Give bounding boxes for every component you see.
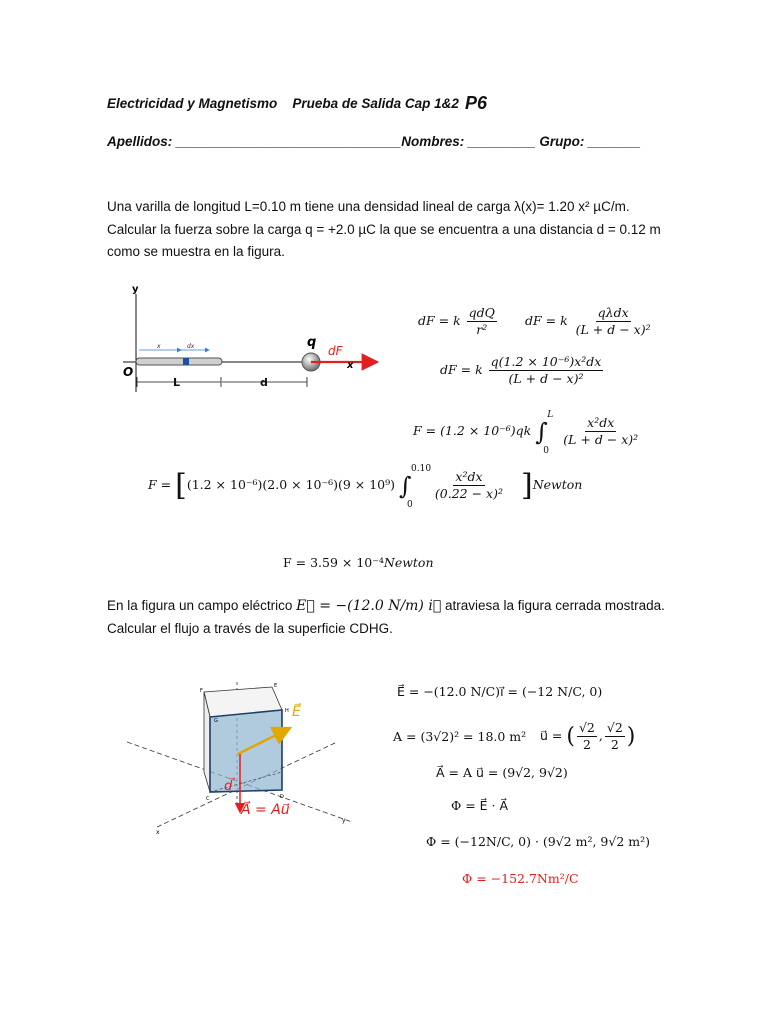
problem1-line1: Una varilla de longitud L=0.10 m tiene una densidad lineal de carga λ(x)= 1.20 x² µC/m. [107,199,630,214]
formula-F-numeric: F = [(1.2 × 10⁻⁶)(2.0 × 10⁻⁶)(9 × 10⁹) ∫ 0.10 0 $\frac{\text{x²dx}}{\text{(0.22 − x)²}}$ ]Newton [148,463,583,510]
u-y-num: √2 [606,720,623,735]
p2-formula-area-vector: A⃗ = A u⃗ = (9√2, 9√2) [436,765,568,780]
problem2-line1 [107,595,727,618]
f5-lower-limit: 0 [407,499,413,510]
f5-upper-limit: 0.10 [411,463,432,474]
frac5-den: (0.22 − x)² [434,486,503,501]
f5-constants: (1.2 × 10⁻⁶)(2.0 × 10⁻⁶)(9 × 10⁹) [186,477,396,492]
apellidos-field[interactable]: Apellidos: ______________________________ [107,134,402,149]
problem1-line2: Calcular la fuerza sobre la carga q = +2.0 µC la que se encuentra a una distancia d = 0.12 m [107,221,661,237]
x-axis-label: x [347,360,354,371]
formula-dF-substituted [440,354,605,387]
p2-formula-area: A = (3√2)² = 18.0 m² [393,729,527,744]
formula-dF-prefix-3: dF = k [440,362,483,377]
area-vector-label: A⃗ = Au⃗ [241,802,290,818]
formula-dF-coulomb [418,305,499,338]
student-fields [107,134,641,149]
f4-lower-limit: 0 [543,445,549,456]
exam-code: P6 [465,93,488,113]
y-axis-label: y [132,284,139,295]
dx-dimension-label: dx [187,343,195,350]
rod-charge-figure [115,282,385,402]
rod-element-dx [183,358,189,365]
result-unit: Newton [383,555,434,570]
f5-unit: Newton [532,477,583,492]
p2-formula-flux-sub: Φ = (−12N/C, 0) · (9√2 m², 9√2 m²) [426,834,651,849]
point-G-label: G [214,718,218,724]
course-name: Electricidad y Magnetismo [107,96,278,111]
L-label: L [173,376,181,389]
grupo-field[interactable]: Grupo: _______ [539,134,641,149]
f5-left: F = [148,477,172,492]
origin-label: O [123,365,134,379]
E-vector-label: E⃗ [292,704,301,720]
dF-label: dF [328,344,343,358]
p2-formula-field: E⃗ = −(12.0 N/C)i⃗ = (−12 N/C, 0) [397,684,603,699]
d-vector-label: d⃗ [224,779,233,794]
point-C-label: C [206,796,210,802]
x-axis-label-3d: x [156,829,160,836]
frac5-num: x²dx [455,469,483,484]
frac2-num: qλdx [597,305,629,320]
box-flux-figure [122,682,362,842]
problem2-statement [107,595,727,640]
f4-upper-limit: L [547,409,554,420]
formula-dF-prefix-2: dF = k [525,313,568,328]
frac2-den: (L + d − x)² [575,322,651,337]
frac4-num: x²dx [587,415,615,430]
field-equation: E⃗ = −(12.0 N/m) i⃗ [296,598,442,614]
formula-dF-prefix-1: dF = k [418,313,461,328]
point-D-label: D [280,794,284,800]
frac4-den: (L + d − x)² [563,432,639,447]
x-dimension-label: x [157,343,161,350]
frac1-den: r² [476,322,488,337]
formula-dF-lambda [525,305,655,338]
formula-F-integral: F = (1.2 × 10⁻⁶)qk ∫ L 0 $\frac{\text{x²dx}}{\text{(L + d − x)²}}$ [413,409,639,456]
point-E-label: E [274,683,278,689]
y-axis-label-3d: y [342,817,346,824]
problem1-line3: como se muestra en la figura. [107,244,285,259]
problem2-line1-post: atraviesa la figura cerrada mostrada. [445,598,665,613]
nombres-field[interactable]: Nombres: _________ [401,134,536,149]
p2-formula-flux-result: Φ = −152.7Nm²/C [462,871,579,886]
p2-formula-flux-def: Φ = E⃗ · A⃗ [451,798,509,813]
f4-left: F = (1.2 × 10⁻⁶)qk [413,423,532,438]
exam-name: Prueba de Salida Cap 1&2 [292,96,459,111]
frac3-num: q(1.2 × 10⁻⁶)x²dx [490,354,602,369]
u-vector-prefix: u⃗ = [540,728,563,743]
p2-formula-unit-vector: u⃗ = ( $\frac{√2}{2}$ , $\frac{√2}{2}$ ) [540,720,636,752]
point-F-label: F [200,688,203,694]
u-x-den: 2 [582,737,591,752]
charged-rod [136,358,222,365]
d-label: d [260,376,268,389]
problem2-line1-pre: En la figura un campo eléctrico [107,598,293,613]
q-label: q [307,335,317,350]
u-y-den: 2 [610,737,619,752]
problem1-statement [107,196,707,264]
result-value: F = 3.59 × 10⁻⁴ [283,555,384,570]
point-H-label: H [285,708,289,714]
u-x-num: √2 [578,720,595,735]
problem2-line2: Calcular el flujo a través de la superficie CDHG. [107,620,393,636]
frac3-den: (L + d − x)² [508,371,584,386]
course-title [107,96,459,111]
frac1-num: qdQ [468,305,495,320]
formula-F-result [283,555,434,570]
